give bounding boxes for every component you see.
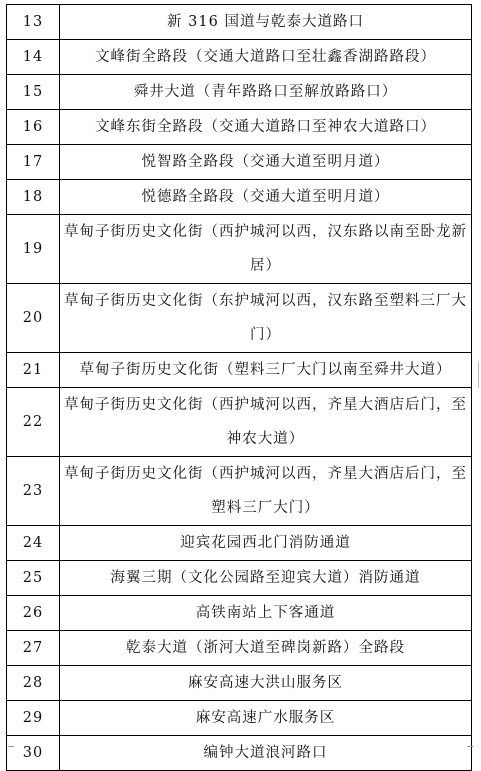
- row-number: 30: [7, 736, 60, 771]
- table-row: [7, 701, 472, 736]
- table-row: [7, 596, 472, 631]
- row-number: 18: [7, 180, 60, 215]
- table-row: [7, 736, 472, 771]
- row-number: 27: [7, 631, 60, 666]
- table-row: [7, 284, 472, 353]
- row-number: 14: [7, 40, 60, 75]
- row-number: 26: [7, 596, 60, 631]
- row-number: 21: [7, 353, 60, 388]
- row-number: 28: [7, 666, 60, 701]
- road-section: 迎宾花园西北门消防通道: [60, 526, 472, 561]
- row-number: 20: [7, 284, 60, 353]
- road-section: 悦德路全路段（交通大道至明月道）: [60, 180, 472, 215]
- road-section: 草甸子街历史文化街（东护城河以西，汉东路至塑料三厂大门）: [60, 284, 472, 353]
- row-number: 13: [7, 5, 60, 40]
- road-section: 草甸子街历史文化街（塑料三厂大门以南至舜井大道）: [60, 353, 472, 388]
- table-row: [7, 388, 472, 457]
- row-number: 15: [7, 75, 60, 110]
- table-row: [7, 215, 472, 284]
- table-row: [7, 631, 472, 666]
- table-row: [7, 145, 472, 180]
- row-number: 25: [7, 561, 60, 596]
- road-section: 草甸子街历史文化街（西护城河以西，齐星大酒店后门，至神农大道）: [60, 388, 472, 457]
- table-row: [7, 457, 472, 526]
- row-number: 24: [7, 526, 60, 561]
- table-row: [7, 180, 472, 215]
- road-section: 悦智路全路段（交通大道至明月道）: [60, 145, 472, 180]
- road-section: 麻安高速广水服务区: [60, 701, 472, 736]
- table-row: [7, 526, 472, 561]
- page-edge-marker: [474, 362, 479, 388]
- road-section: 草甸子街历史文化街（西护城河以西，齐星大酒店后门，至塑料三厂大门）: [60, 457, 472, 526]
- road-section: 新 316 国道与乾泰大道路口: [60, 5, 472, 40]
- road-section: 文峰东街全路段（交通大道路口至神农大道路口）: [60, 110, 472, 145]
- table-row: [7, 353, 472, 388]
- road-section: 乾泰大道（浙河大道至碑岗新路）全路段: [60, 631, 472, 666]
- row-number: 22: [7, 388, 60, 457]
- row-number: 17: [7, 145, 60, 180]
- road-section: 草甸子街历史文化街（西护城河以西，汉东路以南至卧龙新居）: [60, 215, 472, 284]
- row-number: 29: [7, 701, 60, 736]
- table-row: [7, 75, 472, 110]
- corner-mark-right: [467, 746, 473, 747]
- road-section: 海翼三期（文化公园路至迎宾大道）消防通道: [60, 561, 472, 596]
- page-bottom-marker: [0, 744, 481, 751]
- table-row: [7, 40, 472, 75]
- road-section: 高铁南站上下客通道: [60, 596, 472, 631]
- row-number: 19: [7, 215, 60, 284]
- row-number: 23: [7, 457, 60, 526]
- road-list-table: [6, 4, 472, 771]
- road-section: 麻安高速大洪山服务区: [60, 666, 472, 701]
- corner-mark-left: [8, 746, 14, 747]
- road-section: 舜井大道（青年路路口至解放路路口）: [60, 75, 472, 110]
- table-row: [7, 666, 472, 701]
- row-number: 16: [7, 110, 60, 145]
- road-section: 文峰街全路段（交通大道路口至壮鑫香湖路路段）: [60, 40, 472, 75]
- table-row: [7, 5, 472, 40]
- table-row: [7, 110, 472, 145]
- table-row: [7, 561, 472, 596]
- road-section: 编钟大道浪河路口: [60, 736, 472, 771]
